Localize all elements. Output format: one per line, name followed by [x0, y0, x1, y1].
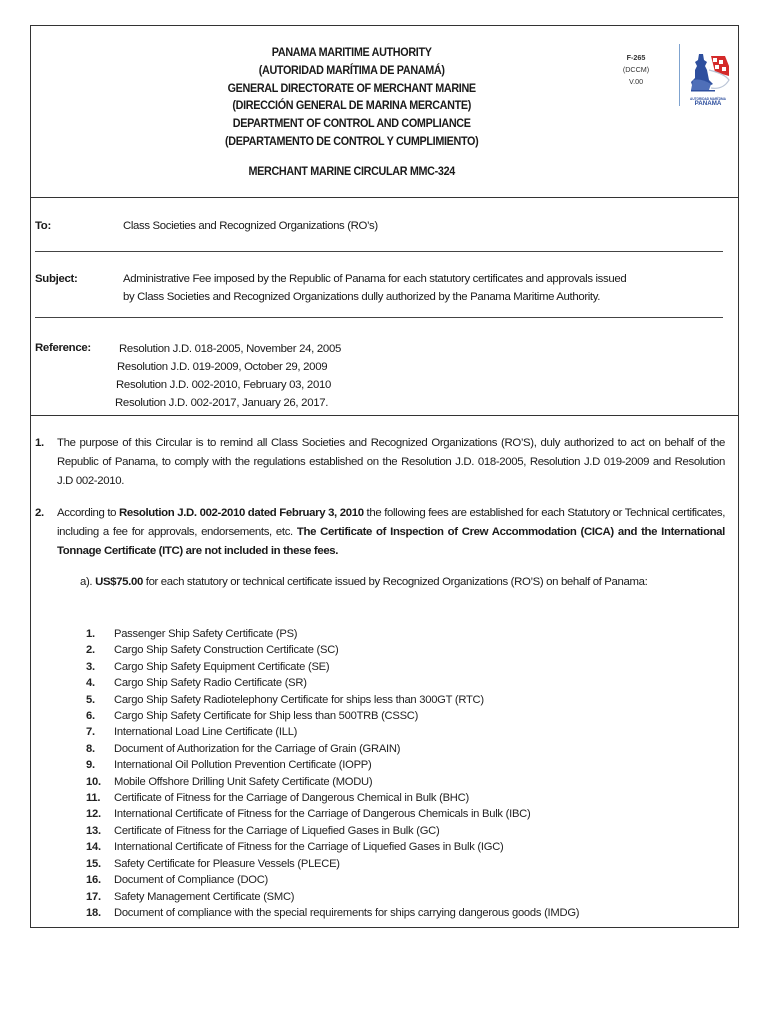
- certificate-item: [86, 757, 579, 773]
- divider: [35, 251, 723, 252]
- certificate-item: [86, 889, 579, 905]
- subject-line: by Class Societies and Recognized Organizations dully authorized by the Panama Maritime Authority.: [123, 290, 601, 303]
- certificate-name: Safety Management Certificate (SMC): [114, 890, 295, 903]
- document-page: [30, 25, 739, 928]
- form-code: [615, 52, 657, 88]
- certificate-name: Certificate of Fitness for the Carriage of Liquefied Gases in Bulk (GC): [114, 824, 440, 837]
- clause-prefix: a).: [80, 576, 96, 588]
- certificate-number: 1.: [86, 628, 95, 640]
- paragraph-number: 2.: [35, 507, 44, 519]
- svg-text:AUTORIDAD MARÍTIMA: AUTORIDAD MARÍTIMA: [690, 97, 726, 101]
- certificate-name: Document of Authorization for the Carriage of Grain (GRAIN): [114, 742, 401, 755]
- text-run: the following fees are established for each Statutory or Technical certificates, including a fee for approvals, endorsements, etc.: [57, 507, 726, 538]
- certificate-name: International Load Line Certificate (ILL): [114, 726, 298, 739]
- certificate-number: 8.: [86, 742, 95, 755]
- subject-value: [123, 271, 733, 306]
- reference-item: Resolution J.D. 002-2010, February 03, 2010: [116, 379, 332, 391]
- certificate-name: Cargo Ship Safety Construction Certificate (SC): [114, 644, 339, 657]
- text-run: According to: [57, 507, 120, 519]
- form-code-dept: (DCCM): [622, 65, 650, 74]
- subject-label: Subject:: [35, 273, 78, 285]
- paragraph-number: 1.: [35, 437, 44, 449]
- heading-line: GENERAL DIRECTORATE OF MERCHANT MARINE: [227, 81, 476, 95]
- reference-item: Resolution J.D. 002-2017, January 26, 2017.: [115, 397, 329, 409]
- certificate-number: 10.: [86, 775, 101, 788]
- certificate-name: International Oil Pollution Prevention Certificate (IOPP): [114, 759, 372, 772]
- certificate-item: [86, 692, 579, 708]
- fee-amount: US$75.00: [95, 576, 143, 588]
- certificate-name: Cargo Ship Safety Equipment Certificate (SE): [114, 660, 330, 673]
- certificate-number: 3.: [86, 660, 95, 673]
- authority-heading: [54, 44, 649, 151]
- paragraph-1: [35, 434, 725, 491]
- heading-line: (DIRECCIÓN GENERAL DE MARINA MERCANTE): [232, 99, 472, 113]
- exclusion-note: The Certificate of Inspection of Crew Accommodation (CICA) and the International Tonnage Certificate (ITC) are not included in these fees.: [57, 526, 725, 557]
- certificate-item: [86, 774, 579, 790]
- to-value: Class Societies and Recognized Organizations (RO’s): [123, 220, 378, 232]
- certificate-item: [86, 806, 579, 822]
- certificate-name: Document of compliance with the special requirements for ships carrying dangerous goods (IMDG): [114, 906, 580, 919]
- circular-title: MERCHANT MARINE CIRCULAR MMC-324: [248, 165, 455, 178]
- reference-item: Resolution J.D. 018-2005, November 24, 2005: [119, 343, 342, 355]
- certificate-item: [86, 659, 579, 675]
- certificate-number: 6.: [86, 710, 95, 723]
- panama-maritime-authority-logo-icon: [685, 50, 731, 106]
- certificate-item: [86, 872, 579, 888]
- certificate-number: 5.: [86, 693, 95, 706]
- certificate-number: 12.: [86, 808, 101, 821]
- certificate-name: Safety Certificate for Pleasure Vessels (PLECE): [114, 857, 340, 870]
- certificate-number: 17.: [86, 890, 101, 903]
- reference-list: [115, 340, 342, 412]
- certificate-item: [86, 741, 579, 757]
- heading-line: PANAMA MARITIME AUTHORITY: [271, 46, 432, 59]
- divider: [35, 317, 723, 318]
- certificate-number: 15.: [86, 857, 101, 870]
- certificate-item: [86, 642, 579, 658]
- certificate-item: [86, 856, 579, 872]
- paragraph-text: The purpose of this Circular is to remind all Class Societies and Recognized Organizations (RO’S), duly authorized to act on behalf of the Republic of Panama, to comply with the regulations established on the Resolution J.D. 018-2005, Resolution J.D 019-2009 and Resolution J.D 002-2010.: [57, 437, 725, 487]
- certificate-list: [86, 626, 579, 921]
- subject-line: Administrative Fee imposed by the Republic of Panama for each statutory certificates and approvals issued: [123, 273, 627, 285]
- reference-label: Reference:: [35, 342, 91, 354]
- certificate-name: Cargo Ship Safety Certificate for Ship less than 500TRB (CSSC): [114, 710, 419, 723]
- certificate-number: 16.: [86, 874, 101, 887]
- certificate-item: [86, 708, 579, 724]
- certificate-number: 9.: [86, 759, 95, 772]
- paragraph-text: [57, 504, 725, 561]
- certificate-item: [86, 626, 579, 642]
- certificate-name: International Certificate of Fitness for the Carriage of Dangerous Chemicals in Bulk (IBC): [114, 808, 531, 821]
- clause-text: for each statutory or technical certificate issued by Recognized Organizations (RO’S) on behalf of Panama:: [142, 576, 648, 588]
- certificate-number: 4.: [86, 677, 95, 690]
- certificate-item: [86, 905, 579, 921]
- section-divider: [31, 415, 738, 416]
- certificate-name: Mobile Offshore Drilling Unit Safety Certificate (MODU): [114, 775, 373, 788]
- certificate-number: 14.: [86, 841, 101, 854]
- certificate-name: Passenger Ship Safety Certificate (PS): [114, 628, 298, 640]
- certificate-number: 13.: [86, 824, 101, 837]
- certificate-item: [86, 823, 579, 839]
- certificate-name: Document of Compliance (DOC): [114, 874, 269, 887]
- certificate-number: 7.: [86, 726, 95, 739]
- logo-divider: [679, 44, 680, 106]
- form-code-version: V.00: [628, 77, 644, 86]
- certificate-item: [86, 839, 579, 855]
- form-code-number: F-265: [626, 53, 646, 62]
- certificate-name: Cargo Ship Safety Radiotelephony Certificate for ships less than 300GT (RTC): [114, 693, 484, 706]
- fee-clause-a: [80, 573, 725, 592]
- heading-line: (DEPARTAMENTO DE CONTROL Y CUMPLIMIENTO): [225, 134, 479, 148]
- to-label: To:: [35, 220, 51, 232]
- reference-item: Resolution J.D. 019-2009, October 29, 2009: [117, 361, 328, 373]
- certificate-item: [86, 790, 579, 806]
- certificate-name: International Certificate of Fitness for the Carriage of Liquefied Gases in Bulk (IGC): [114, 841, 504, 854]
- logo-caption: PANAMÁ: [694, 100, 722, 106]
- heading-line: DEPARTMENT OF CONTROL AND COMPLIANCE: [232, 117, 471, 131]
- certificate-number: 18.: [86, 906, 101, 919]
- certificate-item: [86, 675, 579, 691]
- certificate-name: Cargo Ship Safety Radio Certificate (SR): [114, 677, 307, 690]
- certificate-number: 11.: [86, 792, 101, 805]
- heading-line: (AUTORIDAD MARÍTIMA DE PANAMÁ): [258, 63, 445, 77]
- certificate-name: Certificate of Fitness for the Carriage of Dangerous Chemical in Bulk (BHC): [114, 792, 469, 805]
- paragraph-2: [35, 504, 725, 561]
- certificate-number: 2.: [86, 644, 95, 657]
- resolution-reference: Resolution J.D. 002-2010 dated February 3, 2010: [119, 507, 364, 519]
- certificate-item: [86, 724, 579, 740]
- document-header: [31, 26, 738, 198]
